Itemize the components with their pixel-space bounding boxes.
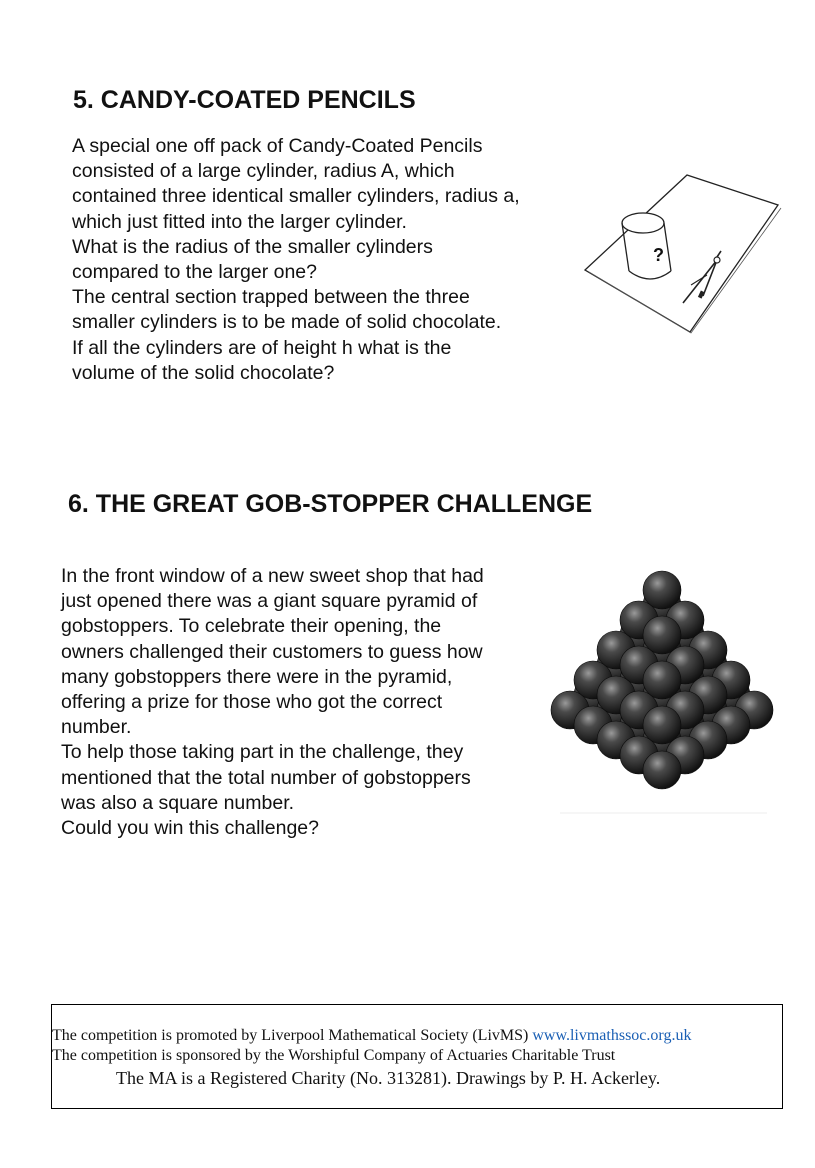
- section-5-line: contained three identical smaller cylinders, radius a,: [72, 185, 520, 208]
- section-5-line: which just fitted into the larger cylinder.: [72, 210, 407, 233]
- section-5-line: volume of the solid chocolate?: [72, 361, 335, 384]
- footer-sponsor-line: The competition is sponsored by the Worshipful Company of Actuaries Charitable Trust: [52, 1047, 616, 1064]
- section-6-line: just opened there was a giant square pyramid of: [61, 590, 478, 613]
- section-6-line: mentioned that the total number of gobstoppers: [61, 766, 471, 789]
- paper-sheet: [585, 175, 778, 332]
- section-5-line: If all the cylinders are of height h what is the: [72, 336, 452, 359]
- section-6-line: owners challenged their customers to guess how: [61, 640, 483, 663]
- livmathssoc-link[interactable]: www.livmathssoc.org.uk: [532, 1027, 692, 1044]
- section-5-line: What is the radius of the smaller cylinders: [72, 235, 433, 258]
- footer-charity-line: The MA is a Registered Charity (No. 313281). Drawings by P. H. Ackerley.: [116, 1068, 661, 1088]
- section-6-line: Could you win this challenge?: [61, 817, 319, 840]
- section-6-line: was also a square number.: [61, 791, 295, 814]
- footer-promoted-line: [52, 1027, 691, 1045]
- section-5-line: A special one off pack of Candy-Coated Pencils: [72, 135, 483, 157]
- section-6-line: number.: [61, 716, 132, 739]
- section-6-line: gobstoppers. To celebrate their opening, the: [61, 615, 442, 638]
- section-5-line: smaller cylinders is to be made of solid chocolate.: [72, 311, 502, 334]
- section-5-line: consisted of a large cylinder, radius A, which: [72, 160, 455, 183]
- footer-box: [51, 1004, 783, 1109]
- gobstopper-ball: [643, 751, 681, 789]
- gobstopper-ball: [643, 616, 681, 654]
- section-6-line: offering a prize for those who got the correct: [61, 691, 443, 714]
- cylinder-drawing-illustration: [585, 175, 780, 335]
- question-mark: ?: [653, 245, 664, 265]
- gobstopper-ball: [643, 571, 681, 609]
- section-5-line: compared to the larger one?: [72, 261, 317, 284]
- gobstopper-ball: [643, 706, 681, 744]
- section-6-line: In the front window of a new sweet shop that had: [61, 565, 484, 587]
- section-5-body: [72, 134, 520, 386]
- section-6-line: To help those taking part in the challenge, they: [61, 741, 464, 764]
- section-5-line: The central section trapped between the three: [72, 286, 470, 309]
- footer-promoted-text: The competition is promoted by Liverpool Mathematical Society (LivMS): [52, 1027, 533, 1044]
- section-6-line: many gobstoppers there were in the pyramid,: [61, 665, 453, 688]
- section-6-body: [61, 564, 484, 841]
- gobstopper-ball: [643, 661, 681, 699]
- section-6-heading: 6. THE GREAT GOB-STOPPER CHALLENGE: [68, 490, 593, 518]
- gobstopper-pyramid-illustration: [555, 600, 770, 815]
- section-5-heading: 5. CANDY-COATED PENCILS: [73, 86, 416, 114]
